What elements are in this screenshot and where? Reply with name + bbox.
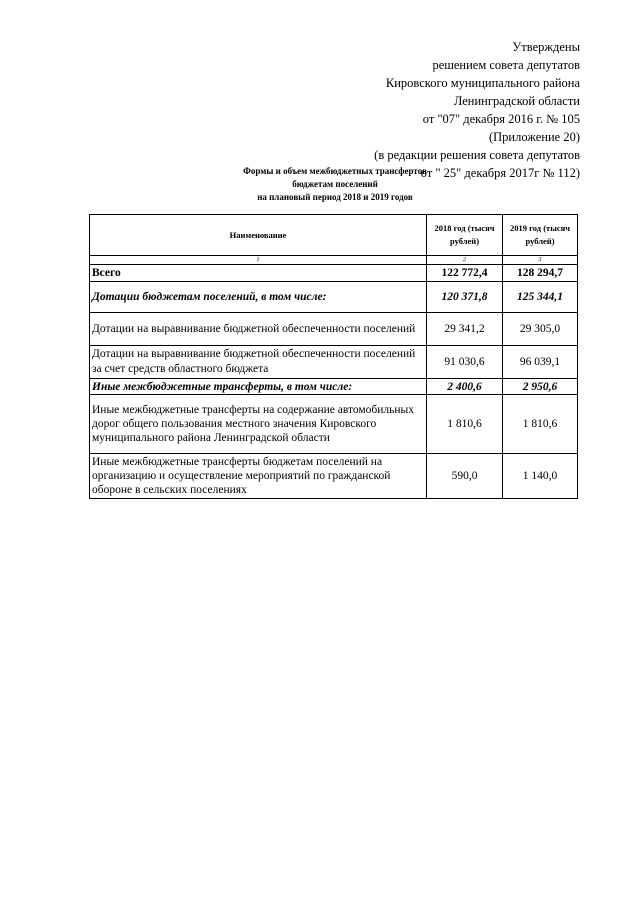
- header-2019: 2019 год (тысяч рублей): [503, 215, 578, 256]
- row-value-2019: 125 344,1: [503, 282, 578, 313]
- column-number: 1: [90, 256, 427, 265]
- column-number: 2: [427, 256, 503, 265]
- table-header-row: [90, 215, 578, 256]
- transfers-table: [89, 214, 578, 499]
- title-line: на плановый период 2018 и 2019 годов: [257, 192, 413, 202]
- row-value-2019: 29 305,0: [503, 313, 578, 346]
- row-value-2018: 122 772,4: [427, 265, 503, 282]
- row-name: Дотации на выравнивание бюджетной обеспеченности поселений за счет средств областного бюджета: [90, 346, 427, 379]
- row-value-2019: 1 140,0: [503, 454, 578, 499]
- row-value-2019: 1 810,6: [503, 395, 578, 454]
- table-row: [90, 313, 578, 346]
- approval-line: решением совета депутатов: [432, 58, 580, 72]
- row-name: Дотации на выравнивание бюджетной обеспеченности поселений: [90, 313, 427, 346]
- approval-line: Кировского муниципального района: [385, 76, 580, 90]
- table-row: [90, 454, 578, 499]
- approval-line: Ленинградской области: [453, 94, 580, 108]
- title-line: бюджетам поселений: [292, 179, 378, 189]
- row-value-2018: 590,0: [427, 454, 503, 499]
- row-value-2018: 1 810,6: [427, 395, 503, 454]
- approval-line: от " 25" декабря 2017г № 112): [420, 166, 580, 180]
- document-title: [0, 165, 640, 204]
- table-row: [90, 282, 578, 313]
- row-value-2018: 29 341,2: [427, 313, 503, 346]
- approval-block: [250, 38, 580, 182]
- column-number: 3: [503, 256, 578, 265]
- approval-line: от "07" декабря 2016 г. № 105: [422, 112, 580, 126]
- approval-line: Утверждены: [512, 40, 580, 54]
- row-name: Иные межбюджетные трансферты, в том числе:: [90, 379, 427, 395]
- row-name: Всего: [90, 265, 427, 282]
- approval-line: (Приложение 20): [488, 130, 580, 144]
- row-name: Иные межбюджетные трансферты бюджетам поселений на организацию и осуществление мероприятий по гражданской обороне в сельских поселениях: [90, 454, 427, 499]
- approval-line: (в редакции решения совета депутатов: [374, 148, 580, 162]
- table-row: [90, 395, 578, 454]
- row-value-2019: 96 039,1: [503, 346, 578, 379]
- table-row: [90, 346, 578, 379]
- row-value-2018: 120 371,8: [427, 282, 503, 313]
- header-2018: 2018 год (тысяч рублей): [427, 215, 503, 256]
- title-line: Формы и объем межбюджетных трансфертов: [243, 166, 427, 176]
- row-value-2018: 91 030,6: [427, 346, 503, 379]
- table-row: [90, 265, 578, 282]
- table-row: [90, 379, 578, 395]
- row-value-2019: 2 950,6: [503, 379, 578, 395]
- row-value-2018: 2 400,6: [427, 379, 503, 395]
- row-value-2019: 128 294,7: [503, 265, 578, 282]
- header-name: Наименование: [90, 215, 427, 256]
- row-name: Дотации бюджетам поселений, в том числе:: [90, 282, 427, 313]
- row-name: Иные межбюджетные трансферты на содержание автомобильных дорог общего пользования местного значения Кировского муниципального района Ленинградской области: [90, 395, 427, 454]
- column-number-row: [90, 256, 578, 265]
